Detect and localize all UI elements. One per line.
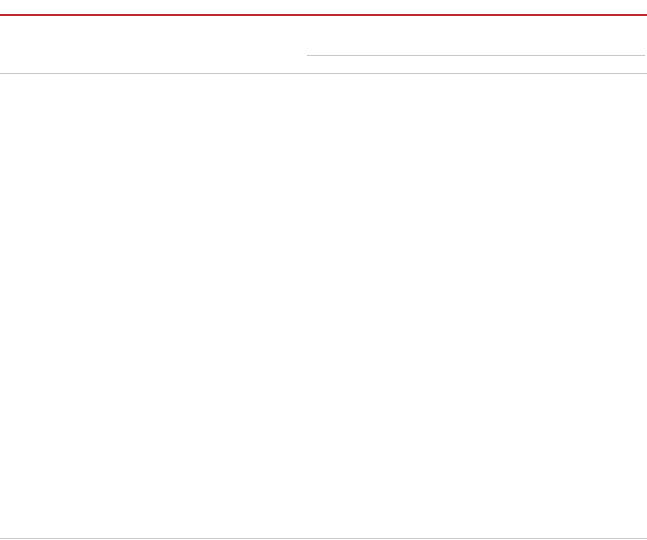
header-bottom-divider <box>0 73 647 74</box>
table-bottom-divider <box>0 538 647 539</box>
title-underline <box>0 14 647 16</box>
header-subdivider <box>307 55 645 56</box>
